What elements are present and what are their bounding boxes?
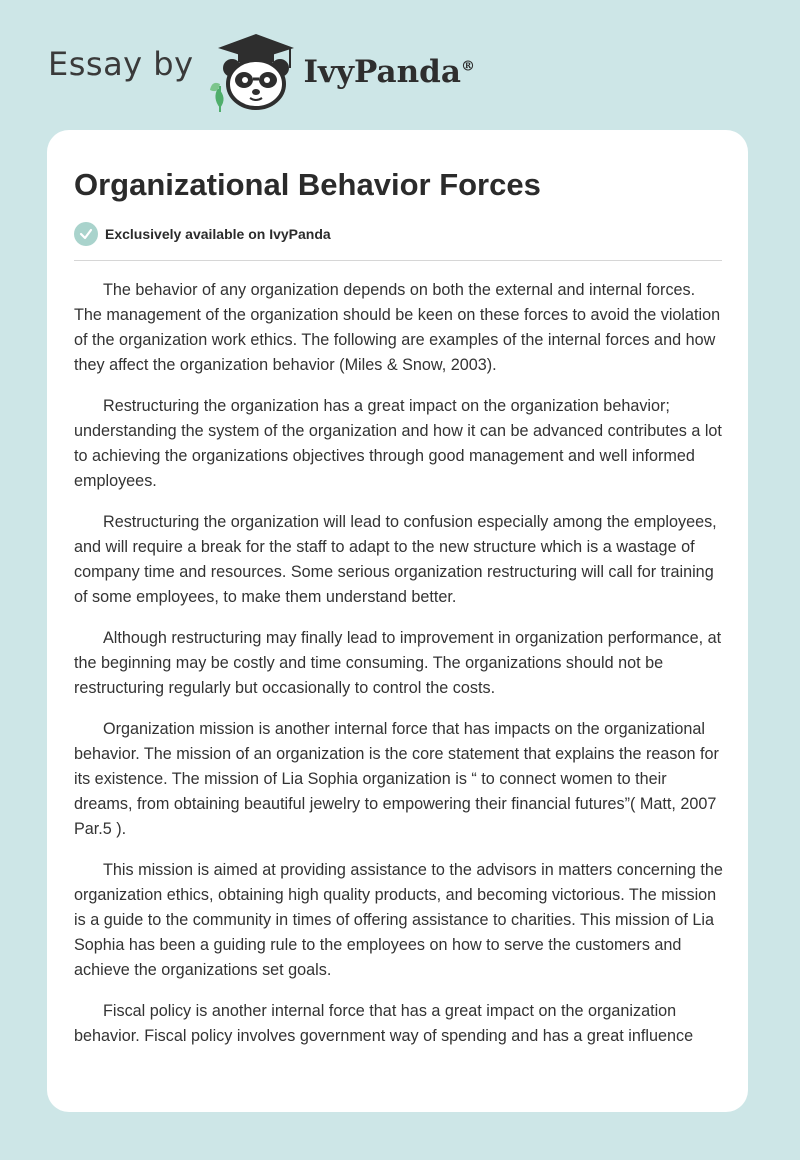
- logo-brand-name: [304, 54, 475, 90]
- paragraph: The behavior of any organization depends on both the external and internal forces. The management of the organization should be keen on these forces to avoid the violation of the organization work ethics. The following are examples of the internal forces and how they affect the organization behavior (Miles & Snow, 2003).: [74, 281, 721, 374]
- paragraph: Although restructuring may finally lead to improvement in organization performance, at the beginning may be costly and time consuming. The organizations should not be restructuring regularly but occasionally to control the costs.: [74, 629, 722, 697]
- site-logo[interactable]: [48, 28, 475, 112]
- brand-text: IvyPanda: [303, 54, 461, 90]
- exclusive-badge: [74, 222, 331, 246]
- paragraph: Organization mission is another internal force that has impacts on the organizational behavior. The mission of an organization is the core statement that explains the reason for its existence. The mission of Lia Sophia organization is “ to connect women to their dreams, from obtaining beautiful jewelry to empowering their financial futures”( Matt, 2007 Par.5 ).: [74, 720, 719, 838]
- panda-graduate-icon: [208, 28, 300, 112]
- check-circle-icon: [74, 222, 98, 246]
- paragraph: Fiscal policy is another internal force that has a great impact on the organization behavior. Fiscal policy involves government way of spending and has a great influence: [74, 1002, 694, 1045]
- paragraph: Restructuring the organization has a great impact on the organization behavior; understanding the system of the organization and how it can be advanced contributes a lot to achieving the organizations objectives through good management and well informed employees.: [74, 397, 722, 490]
- exclusive-text: Exclusively available on IvyPanda: [105, 226, 331, 242]
- essay-body: [74, 278, 726, 1065]
- paragraph: This mission is aimed at providing assistance to the advisors in matters concerning the organization ethics, obtaining high quality products, and becoming victorious. The mission is a guide to the community in times of offering assistance to charities. This mission of Lia Sophia has been a guiding rule to the employees on how to serve the customers and achieve the organizations set goals.: [74, 861, 723, 979]
- essay-title: Organizational Behavior Forces: [74, 167, 541, 202]
- paragraph: Restructuring the organization will lead to confusion especially among the employees, and will require a break for the staff to adapt to the new structure which is a wastage of company time and resources. Some serious organization restructuring will call for training of some employees, to make them understand better.: [74, 513, 717, 606]
- logo-prefix: Essay by: [48, 45, 194, 83]
- essay-card: [47, 130, 748, 1112]
- divider: [74, 260, 722, 261]
- registered-mark: ®: [460, 58, 475, 75]
